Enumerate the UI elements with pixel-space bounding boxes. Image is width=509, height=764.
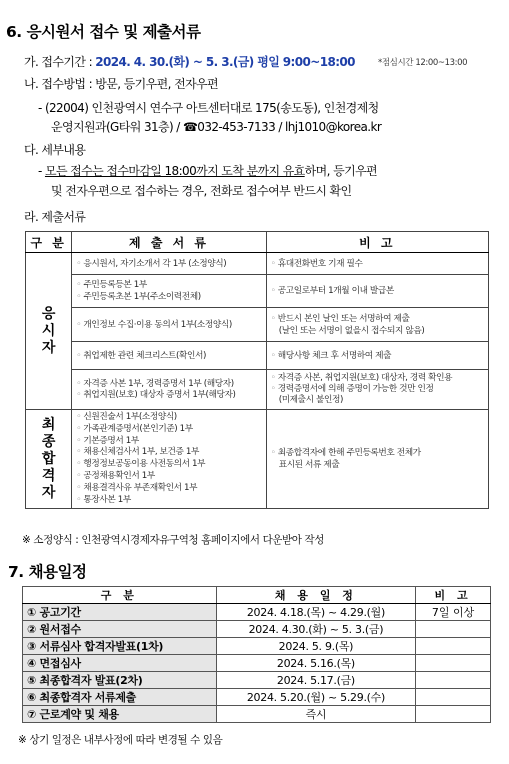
step-name: ④ 면접심사: [23, 655, 217, 672]
step-date: 2024. 5. 9.(목): [216, 638, 416, 655]
table-row: [26, 275, 489, 308]
documents-table: [25, 231, 489, 509]
step-note: [416, 689, 491, 706]
table-row: [23, 638, 491, 655]
step-name: ⑤ 최종합격자 발표(2차): [23, 672, 217, 689]
category-char: 합: [41, 450, 56, 467]
doc-cell: [72, 275, 266, 308]
doc-item: ◦ 통장사본 1부: [76, 495, 262, 507]
doc-item: ◦ 기본증명서 1부: [76, 436, 262, 448]
period-label: 가. 접수기간 :: [24, 55, 96, 69]
step-name: ⑥ 최종합격자 서류제출: [23, 689, 217, 706]
step-date: 2024. 5.16.(목): [216, 655, 416, 672]
doc-item: ◦ 행정정보공동이용 사전동의서 1부: [76, 459, 262, 471]
step-note: [416, 672, 491, 689]
doc-cell: [72, 253, 266, 275]
note-item: ◦ 최종합격자에 한해 주민등록번호 전체가: [271, 447, 485, 459]
header-category: 구 분: [26, 232, 72, 253]
category-char: 자: [41, 339, 56, 356]
note-item: (미제출시 불인정): [278, 395, 343, 405]
period-value: 2024. 4. 30.(화) ~ 5. 3.(금) 평일 9:00~18:00: [95, 55, 355, 69]
doc-cell: [72, 342, 266, 370]
applicant-category: [26, 253, 72, 410]
note-item: ◦ 휴대전화번호 기재 필수: [271, 258, 485, 270]
lunch-note: *점심시간 12:00~13:00: [378, 58, 468, 68]
table-row: [26, 253, 489, 275]
address-line-2: 운영지원과(G타워 31층) / ☎032-453-7133 / lhj1010@korea.kr: [51, 120, 382, 134]
final-category: [26, 410, 72, 509]
doc-item: ◦ 자격증 사본 1부, 경력증명서 1부 (해당자): [76, 379, 262, 390]
header-note: 비 고: [266, 232, 488, 253]
table-row: [26, 410, 489, 509]
note-item: ◦ 반드시 본인 날인 또는 서명하여 제출: [271, 313, 485, 325]
detail-line-1-tail: 하며, 등기우편: [304, 164, 378, 178]
note-cell: [266, 308, 488, 342]
table-row: [23, 672, 491, 689]
note-item: ◦ 공고일로부터 1개월 이내 발급본: [271, 285, 485, 297]
note-cell: [266, 253, 488, 275]
table-row: [23, 655, 491, 672]
step-date: 즉시: [216, 706, 416, 723]
doc-item: ◦ 주민등록초본 1부(주소이력전체): [76, 291, 262, 303]
category-char: 종: [41, 433, 56, 450]
step-name: ① 공고기간: [23, 604, 217, 621]
step-date: 2024. 4.30.(화) ~ 5. 3.(금): [216, 621, 416, 638]
note-item: ◦ 해당사항 체크 후 서명하여 제출: [271, 350, 485, 362]
note-item: ◦ 자격증 사본, 취업지원(보호) 대상자, 경력 확인용: [271, 373, 485, 384]
doc-item: ◦ 개인정보 수집·이용 동의서 1부(소정양식): [76, 319, 262, 331]
deadline-underlined: 모든 접수는 접수마감일 18:00까지 도착 분까지 유효: [44, 164, 305, 178]
schedule-footnote: ※ 상기 일정은 내부사정에 따라 변경될 수 있음: [18, 734, 223, 746]
note-cell: [266, 342, 488, 370]
step-note: [416, 706, 491, 723]
doc-item: ◦ 취업지원(보호) 대상자 증명서 1부(해당자): [76, 390, 262, 401]
table-row: [23, 604, 491, 621]
note-cell: [266, 275, 488, 308]
category-char: 응: [41, 305, 56, 322]
step-name: ③ 서류심사 합격자발표(1차): [23, 638, 217, 655]
table-row: [23, 621, 491, 638]
note-item: ◦ 경력증명서에 의해 증명이 가능한 것만 인정: [271, 384, 485, 395]
section-6-title: 6. 응시원서 접수 및 제출서류: [6, 23, 201, 41]
application-method: 나. 접수방법 : 방문, 등기우편, 전자우편: [24, 77, 219, 91]
doc-cell: [72, 370, 266, 410]
table-row: [26, 370, 489, 410]
category-char: 자: [41, 484, 56, 501]
category-char: 격: [41, 467, 56, 484]
table-row: [23, 689, 491, 706]
step-name: ② 원서접수: [23, 621, 217, 638]
detail-line-1: [38, 162, 377, 179]
doc-cell: [72, 308, 266, 342]
table-row: [26, 308, 489, 342]
schedule-header-row: [23, 587, 491, 604]
doc-item: ◦ 채용결격사유 부존재확인서 1부: [76, 483, 262, 495]
note-cell: [266, 410, 488, 509]
form-note: ※ 소정양식 : 인천광역시경제자유구역청 홈페이지에서 다운받아 작성: [22, 534, 324, 546]
doc-item: ◦ 채용신체검사서 1부, 보건증 1부: [76, 447, 262, 459]
header-docs: 제 출 서 류: [72, 232, 266, 253]
header-category: 구 분: [23, 587, 217, 604]
detail-dash: -: [38, 164, 45, 178]
doc-item: ◦ 취업제한 관련 체크리스트(확인서): [76, 350, 262, 362]
doc-item: ◦ 주민등록등본 1부: [76, 279, 262, 291]
step-note: 7일 이상: [416, 604, 491, 621]
documents-header-row: [26, 232, 489, 253]
note-item: (날인 또는 서명이 없을시 접수되지 않음): [278, 325, 425, 336]
doc-item: ◦ 공정채용확인서 1부: [76, 471, 262, 483]
step-note: [416, 621, 491, 638]
docs-label: 라. 제출서류: [24, 210, 86, 224]
doc-cell: [72, 410, 266, 509]
doc-item: ◦ 가족관계증명서(본인기준) 1부: [76, 424, 262, 436]
step-date: 2024. 4.18.(목) ~ 4.29.(월): [216, 604, 416, 621]
doc-item: ◦ 응시원서, 자기소개서 각 1부 (소정양식): [76, 258, 262, 270]
step-name: ⑦ 근로계약 및 채용: [23, 706, 217, 723]
doc-item: ◦ 신원진술서 1부(소정양식): [76, 412, 262, 424]
step-date: 2024. 5.20.(월) ~ 5.29.(수): [216, 689, 416, 706]
schedule-table: [22, 586, 491, 723]
step-date: 2024. 5.17.(금): [216, 672, 416, 689]
category-char: 시: [41, 322, 56, 339]
note-cell: [266, 370, 488, 410]
step-note: [416, 638, 491, 655]
detail-line-2: 및 전자우편으로 접수하는 경우, 전화로 접수여부 반드시 확인: [51, 184, 352, 198]
header-note: 비 고: [416, 587, 491, 604]
table-row: [26, 342, 489, 370]
table-row: [23, 706, 491, 723]
note-item: 표시된 서류 제출: [278, 460, 340, 471]
header-schedule: 채 용 일 정: [216, 587, 416, 604]
section-7-title: 7. 채용일정: [8, 563, 87, 581]
application-period: [24, 53, 355, 70]
category-char: 최: [41, 416, 56, 433]
detail-label: 다. 세부내용: [24, 143, 86, 157]
step-note: [416, 655, 491, 672]
address-line-1: - (22004) 인천광역시 연수구 아트센터대로 175(송도동), 인천경제청: [38, 101, 379, 115]
